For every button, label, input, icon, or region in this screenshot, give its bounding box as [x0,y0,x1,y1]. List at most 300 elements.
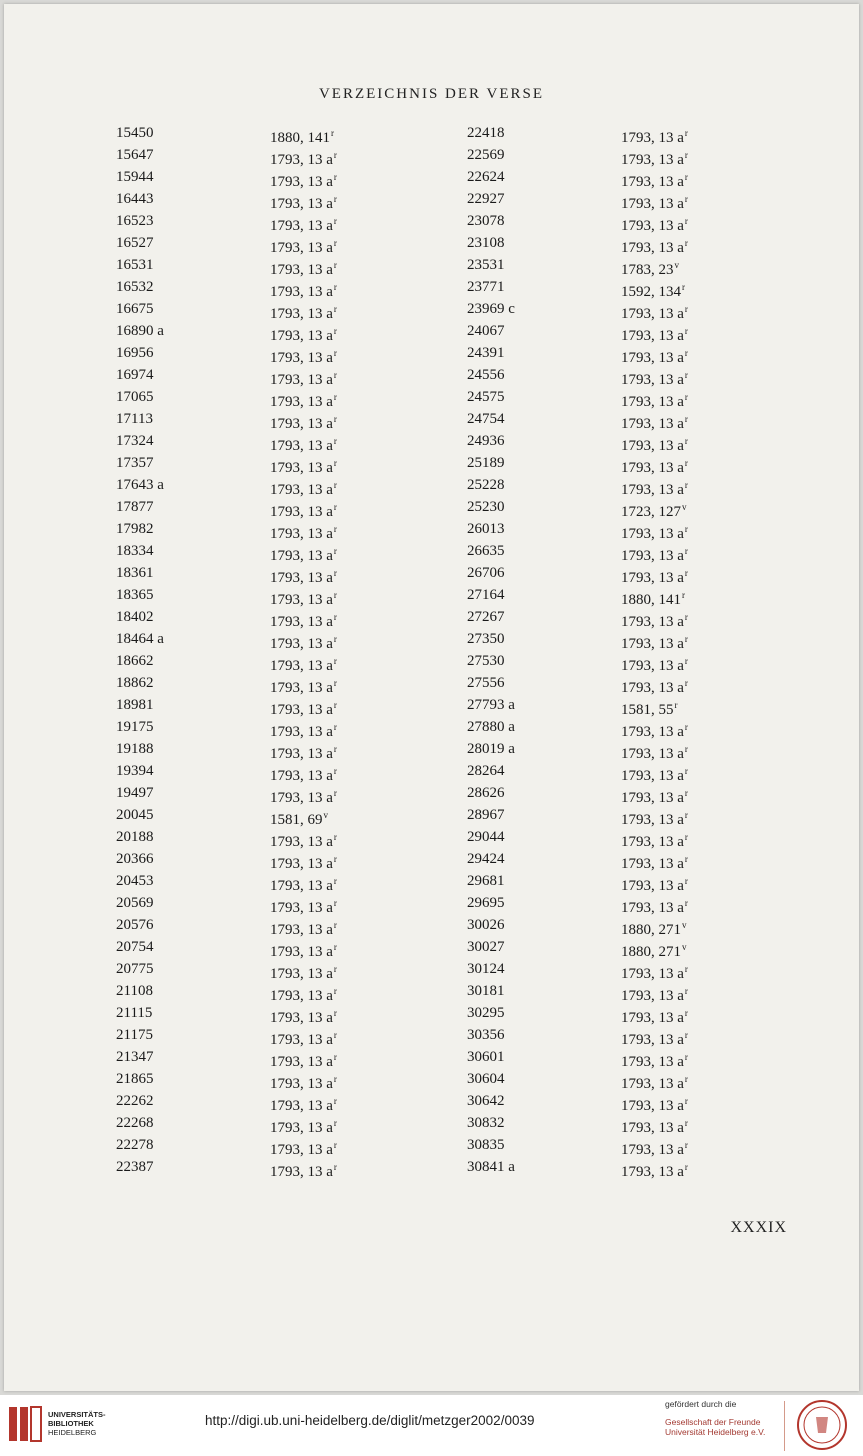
source-ref-left-text: 1793, 13 a [270,438,333,454]
verse-number-right-text: 28626 [467,785,505,801]
verse-number-right-text: 28019 a [467,741,515,757]
table-row [4,1112,859,1134]
verse-number-right-text: 29044 [467,829,505,845]
verse-number-left [116,210,154,232]
verse-number-left-text: 19394 [116,763,154,779]
source-ref-left-text: 1793, 13 a [270,1032,333,1048]
folio-side-marker: r [333,1052,337,1062]
table-row [4,1134,859,1156]
verse-number-left [116,672,154,694]
folio-side-marker: r [684,304,688,314]
folio-side-marker: r [333,414,337,424]
source-ref-left-text: 1793, 13 a [270,284,333,300]
source-ref-right-text: 1793, 13 a [621,1054,684,1070]
source-ref-right-text: 1793, 13 a [621,416,684,432]
verse-number-left-text: 15944 [116,169,154,185]
source-ref-right-text: 1793, 13 a [621,900,684,916]
source-ref-left-text: 1793, 13 a [270,152,333,168]
table-row [4,232,859,254]
folio-side-marker: r [333,392,337,402]
folio-side-marker: r [684,898,688,908]
verse-number-right-text: 30642 [467,1093,505,1109]
table-row [4,452,859,474]
verse-number-right [467,606,505,628]
verse-number-right [467,1112,505,1134]
verse-number-right-text: 27880 a [467,719,515,735]
folio-side-marker: r [333,238,337,248]
verse-number-right-text: 23078 [467,213,505,229]
folio-side-marker: r [684,722,688,732]
verse-number-right-text: 28967 [467,807,505,823]
table-row [4,364,859,386]
verse-number-right [467,364,505,386]
folio-side-marker: r [331,128,334,138]
verse-number-right [467,1134,505,1156]
table-row [4,782,859,804]
folio-side-marker: r [684,194,688,204]
table-row [4,188,859,210]
folio-side-marker: r [682,282,685,292]
source-ref-left-text: 1793, 13 a [270,174,333,190]
verse-number-left [116,430,154,452]
verse-number-left-text: 20453 [116,873,154,889]
source-ref-right-text: 1793, 13 a [621,878,684,894]
verse-number-left [116,848,154,870]
table-row [4,804,859,826]
verse-number-right-text: 22569 [467,147,505,163]
verse-number-left [116,782,154,804]
table-row [4,980,859,1002]
source-ref-right-text: 1793, 13 a [621,240,684,256]
verse-number-right [467,276,505,298]
source-ref-right-text: 1793, 13 a [621,1142,684,1158]
verse-number-left [116,936,154,958]
folio-side-marker: r [333,700,337,710]
source-ref-right-text: 1793, 13 a [621,372,684,388]
verse-number-left [116,540,154,562]
folio-side-marker: r [684,656,688,666]
verse-number-left [116,562,154,584]
folio-side-marker: r [333,546,337,556]
verse-number-left [116,386,154,408]
folio-side-marker: r [684,612,688,622]
verse-number-right-text: 24556 [467,367,505,383]
source-ref-right-text: 1793, 13 a [621,680,684,696]
verse-number-right [467,914,505,936]
verse-number-right-text: 27793 a [467,697,515,713]
folio-side-marker: r [333,898,337,908]
verse-number-right-text: 29695 [467,895,505,911]
source-ref-left-text: 1793, 13 a [270,966,333,982]
verse-number-left-text: 20366 [116,851,154,867]
source-ref-right-text: 1783, 23 [621,262,674,278]
verse-number-left [116,1156,154,1178]
table-row [4,958,859,980]
source-ref-right-text: 1793, 13 a [621,196,684,212]
source-ref-left-text: 1793, 13 a [270,328,333,344]
verse-number-right-text: 28264 [467,763,505,779]
verse-number-left-text: 16675 [116,301,154,317]
verse-number-left-text: 18334 [116,543,154,559]
verse-number-right-text: 27530 [467,653,505,669]
folio-side-marker: v [674,260,679,270]
verse-number-right [467,870,505,892]
verse-number-left-text: 16531 [116,257,154,273]
source-ref-right-text: 1793, 13 a [621,1010,684,1026]
source-ref-right-text: 1793, 13 a [621,724,684,740]
verse-number-right [467,1090,505,1112]
verse-number-left [116,1024,153,1046]
folio-side-marker: r [684,1096,688,1106]
folio-side-marker: r [684,392,688,402]
folio-side-marker: r [684,326,688,336]
verse-number-right [467,474,505,496]
source-ref-left [270,1156,337,1183]
verse-number-right-text: 24936 [467,433,505,449]
library-name [48,1410,106,1437]
source-ref-left-text: 1793, 13 a [270,636,333,652]
table-row [4,760,859,782]
source-ref-left-text: 1793, 13 a [270,570,333,586]
table-row [4,342,859,364]
folio-side-marker: r [684,986,688,996]
verse-number-left-text: 20188 [116,829,154,845]
source-ref-right-text: 1793, 13 a [621,1032,684,1048]
verse-number-right-text: 27350 [467,631,505,647]
verse-number-right-text: 22927 [467,191,505,207]
verse-number-left-text: 20754 [116,939,154,955]
source-ref-left-text: 1793, 13 a [270,856,333,872]
verse-number-left-text: 17065 [116,389,154,405]
verse-number-right [467,254,505,276]
verse-number-right-text: 30295 [467,1005,505,1021]
table-row [4,672,859,694]
source-ref-right-text: 1793, 13 a [621,460,684,476]
folio-side-marker: r [333,942,337,952]
source-ref-right-text: 1793, 13 a [621,790,684,806]
verse-number-left-text: 17643 a [116,477,164,493]
verse-number-right-text: 30027 [467,939,505,955]
verse-number-left-text: 17982 [116,521,154,537]
folio-side-marker: r [684,524,688,534]
source-ref-left-text: 1793, 13 a [270,614,333,630]
verse-number-left-text: 16443 [116,191,154,207]
table-row [4,870,859,892]
sponsor-label: gefördert durch die [665,1399,737,1409]
source-ref-right-text: 1793, 13 a [621,130,684,146]
folio-side-marker: r [333,986,337,996]
table-row [4,276,859,298]
table-row [4,210,859,232]
verse-number-left [116,628,164,650]
verse-number-left [116,892,154,914]
verse-number-left [116,650,154,672]
verse-number-right [467,738,515,760]
sponsor-name-line1: Gesellschaft der Freunde [665,1417,761,1427]
table-row [4,1046,859,1068]
verse-number-left-text: 22268 [116,1115,154,1131]
verse-number-left [116,870,154,892]
source-ref-right-text: 1793, 13 a [621,152,684,168]
folio-side-marker: r [684,1030,688,1040]
table-row [4,166,859,188]
table-row [4,1024,859,1046]
verse-number-left-text: 20045 [116,807,154,823]
source-ref-right-text: 1793, 13 a [621,614,684,630]
source-ref-left-text: 1793, 13 a [270,878,333,894]
footer-divider [784,1401,785,1451]
verse-number-right [467,210,505,232]
folio-side-marker: r [684,876,688,886]
source-ref-left-text: 1793, 13 a [270,460,333,476]
folio-side-marker: r [333,590,337,600]
table-row [4,496,859,518]
verse-number-right-text: 23771 [467,279,505,295]
page-number: XXXIX [730,1219,787,1236]
table-row [4,386,859,408]
verse-number-right [467,518,505,540]
verse-number-right [467,782,505,804]
table-row [4,826,859,848]
source-ref-left-text: 1793, 13 a [270,482,333,498]
verse-number-right [467,804,505,826]
table-row [4,298,859,320]
source-ref-right-text: 1793, 13 a [621,834,684,850]
folio-side-marker: r [684,436,688,446]
folio-side-marker: r [333,832,337,842]
verse-number-left [116,914,154,936]
source-ref-right-text: 1793, 13 a [621,636,684,652]
verse-number-right [467,584,505,606]
folio-side-marker: r [333,1162,337,1172]
verse-number-left-text: 20569 [116,895,154,911]
verse-number-right-text: 25230 [467,499,505,515]
verse-number-left-text: 16527 [116,235,154,251]
folio-side-marker: r [333,876,337,886]
verse-number-right [467,1024,505,1046]
verse-number-left [116,738,154,760]
folio-side-marker: r [333,634,337,644]
table-row [4,1068,859,1090]
source-ref-right [621,1156,688,1183]
verse-number-right-text: 23531 [467,257,505,273]
verse-number-right-text: 30841 a [467,1159,515,1175]
scanned-page [4,4,859,1391]
source-ref-right-text: 1793, 13 a [621,856,684,872]
verse-number-right-text: 30181 [467,983,505,999]
folio-side-marker: r [684,150,688,160]
verse-number-right-text: 30601 [467,1049,505,1065]
folio-side-marker: r [333,766,337,776]
source-ref-left-text: 1793, 13 a [270,790,333,806]
source-ref-left-text: 1793, 13 a [270,372,333,388]
folio-side-marker: r [684,172,688,182]
verse-number-left [116,1090,154,1112]
folio-side-marker: r [684,546,688,556]
source-ref-left-text: 1793, 13 a [270,416,333,432]
verse-number-right [467,430,505,452]
folio-side-marker: r [684,216,688,226]
source-ref-left-text: 1793, 13 a [270,1054,333,1070]
verse-number-left-text: 18981 [116,697,154,713]
source-ref-right-text: 1793, 13 a [621,394,684,410]
verse-number-left [116,980,153,1002]
source-ref-left-text: 1793, 13 a [270,658,333,674]
folio-side-marker: r [333,744,337,754]
verse-number-left [116,298,154,320]
verse-number-right-text: 27556 [467,675,505,691]
source-ref-left-text: 1793, 13 a [270,240,333,256]
source-ref-right-text: 1880, 271 [621,944,681,960]
verse-number-left [116,320,164,342]
verse-number-left-text: 21115 [116,1005,153,1021]
verse-number-left-text: 18464 a [116,631,164,647]
source-ref-right-text: 1592, 134 [621,284,681,300]
folio-side-marker: r [684,766,688,776]
verse-number-left-text: 16523 [116,213,154,229]
folio-side-marker: r [333,480,337,490]
verse-number-left [116,188,154,210]
verse-number-left [116,518,154,540]
source-ref-left-text: 1793, 13 a [270,526,333,542]
verse-number-right-text: 30124 [467,961,505,977]
verse-number-left-text: 18402 [116,609,154,625]
source-ref-right-text: 1793, 13 a [621,746,684,762]
source-ref-right-text: 1793, 13 a [621,306,684,322]
folio-side-marker: r [684,1008,688,1018]
verse-number-left-text: 16956 [116,345,154,361]
source-ref-left-text: 1793, 13 a [270,944,333,960]
source-ref-left-text: 1793, 13 a [270,900,333,916]
source-ref-left-text: 1793, 13 a [270,218,333,234]
verse-number-right [467,826,505,848]
folio-side-marker: r [684,128,688,138]
source-ref-right-text: 1793, 13 a [621,350,684,366]
source-ref-right-text: 1723, 127 [621,504,681,520]
source-ref-left-text: 1793, 13 a [270,1010,333,1026]
folio-side-marker: r [333,678,337,688]
source-ref-left-text: 1793, 13 a [270,350,333,366]
folio-side-marker: v [682,502,687,512]
verse-number-left-text: 18365 [116,587,154,603]
folio-side-marker: r [333,458,337,468]
verse-number-left-text: 22387 [116,1159,154,1175]
verse-number-left [116,1068,154,1090]
source-ref-left-text: 1793, 13 a [270,1098,333,1114]
verse-number-right-text: 23108 [467,235,505,251]
verse-number-left-text: 19497 [116,785,154,801]
table-row [4,1156,859,1178]
verse-number-left-text: 16974 [116,367,154,383]
folio-side-marker: r [684,810,688,820]
source-ref-right-text: 1793, 13 a [621,328,684,344]
verse-number-right-text: 30832 [467,1115,505,1131]
verse-number-left [116,1046,154,1068]
verse-number-right-text: 26635 [467,543,505,559]
verse-number-left-text: 15450 [116,125,154,141]
source-ref-left-text: 1793, 13 a [270,306,333,322]
verse-number-right-text: 24391 [467,345,505,361]
folio-side-marker: r [333,1030,337,1040]
folio-side-marker: v [682,942,687,952]
table-row [4,540,859,562]
verse-number-right-text: 30835 [467,1137,505,1153]
verse-number-right [467,1002,505,1024]
folio-side-marker: r [684,414,688,424]
verse-number-left-text: 17357 [116,455,154,471]
source-ref-left-text: 1793, 13 a [270,592,333,608]
source-ref-left-text: 1793, 13 a [270,768,333,784]
viewer-footer [0,1395,863,1456]
source-ref-right-text: 1793, 13 a [621,1076,684,1092]
source-ref-right-text: 1793, 13 a [621,1120,684,1136]
table-row [4,562,859,584]
source-ref-right-text: 1880, 271 [621,922,681,938]
folio-side-marker: r [333,656,337,666]
verse-number-left [116,342,154,364]
source-ref-right-text: 1793, 13 a [621,768,684,784]
source-ref-right-text: 1793, 13 a [621,526,684,542]
verse-number-left-text: 21865 [116,1071,154,1087]
source-ref-right-text: 1793, 13 a [621,548,684,564]
verse-number-right [467,980,505,1002]
verse-number-left [116,166,154,188]
folio-side-marker: r [333,524,337,534]
folio-side-marker: r [684,568,688,578]
verse-number-left [116,474,164,496]
verse-number-left [116,452,154,474]
permalink-url[interactable]: http://digi.ub.uni-heidelberg.de/diglit/metzger2002/0039 [205,1413,535,1428]
verse-number-left [116,232,154,254]
verse-number-right [467,628,505,650]
table-row [4,914,859,936]
verse-number-right [467,408,505,430]
source-ref-right-text: 1793, 13 a [621,218,684,234]
verse-number-right-text: 30356 [467,1027,505,1043]
verse-number-right [467,320,505,342]
verse-number-right [467,694,515,716]
source-ref-left-text: 1793, 13 a [270,1076,333,1092]
verse-number-right-text: 26013 [467,521,505,537]
verse-number-right-text: 29681 [467,873,505,889]
verse-number-left [116,496,154,518]
folio-side-marker: r [333,1096,337,1106]
verse-number-left-text: 22262 [116,1093,154,1109]
folio-side-marker: r [684,1162,688,1172]
source-ref-left-text: 1793, 13 a [270,504,333,520]
verse-number-left-text: 19175 [116,719,154,735]
source-ref-right-text: 1793, 13 a [621,966,684,982]
verse-number-right [467,1046,505,1068]
source-ref-right-text: 1880, 141 [621,592,681,608]
verse-number-left-text: 19188 [116,741,154,757]
folio-side-marker: v [323,810,328,820]
folio-side-marker: r [684,788,688,798]
verse-number-left [116,716,154,738]
verse-number-right [467,716,515,738]
verse-number-right [467,650,505,672]
verse-number-right-text: 26706 [467,565,505,581]
verse-number-right-text: 30604 [467,1071,505,1087]
verse-number-right [467,540,505,562]
verse-number-left-text: 16890 a [116,323,164,339]
source-ref-left-text: 1793, 13 a [270,548,333,564]
sponsor-name-line2: Universität Heidelberg e.V. [665,1427,766,1437]
source-ref-left-text: 1793, 13 a [270,680,333,696]
folio-side-marker: r [333,304,337,314]
library-logo-icon [8,1403,42,1443]
folio-side-marker: r [333,260,337,270]
